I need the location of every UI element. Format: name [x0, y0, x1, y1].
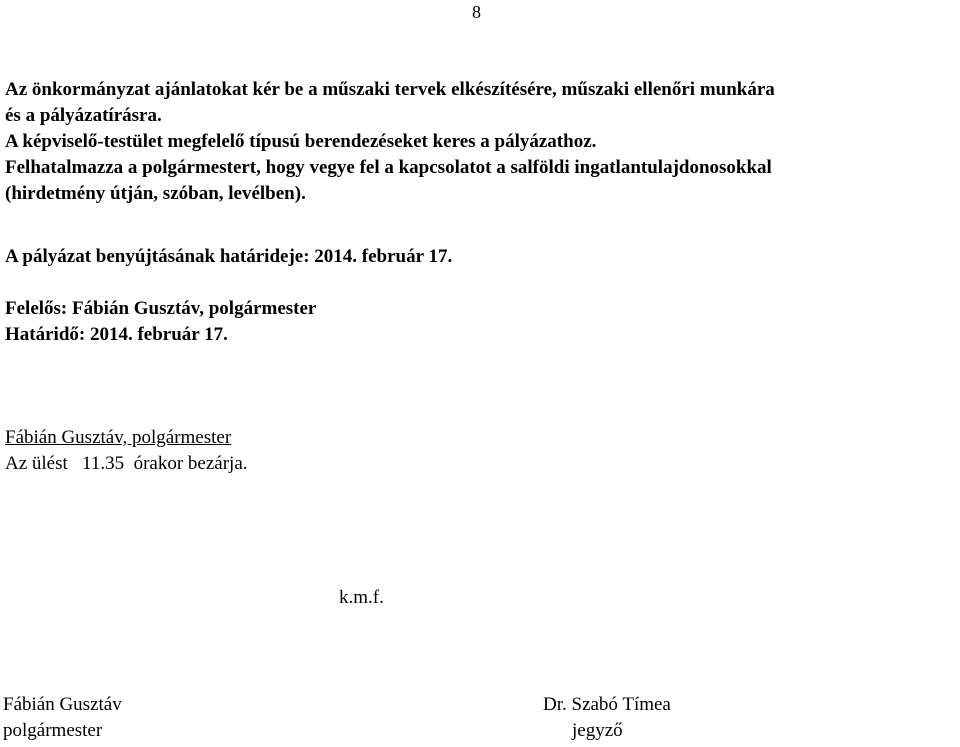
- resolution-line-4: Felhatalmazza a polgármestert, hogy vegye fel a kapcsolatot a salföldi ingatlantulajdonosokkal: [5, 157, 772, 178]
- signature-left: [3, 692, 122, 744]
- responsible-line: Felelős: Fábián Gusztáv, polgármester: [5, 298, 317, 319]
- closing-statement: Az ülést 11.35 órakor bezárja.: [5, 453, 248, 474]
- deadline-text: A pályázat benyújtásának határideje: 2014. február 17.: [5, 246, 453, 267]
- kmf-mark: k.m.f.: [339, 587, 384, 608]
- page-number: 8: [472, 2, 481, 22]
- resolution-line-5: (hirdetmény útján, szóban, levélben).: [5, 183, 306, 204]
- responsibility-block: [5, 296, 955, 348]
- submission-deadline: [5, 244, 955, 270]
- closing-block: [5, 425, 248, 477]
- mayor-name: Fábián Gusztáv: [3, 694, 122, 715]
- chair-name: Fábián Gusztáv, polgármester: [5, 427, 232, 448]
- signature-right: [543, 692, 671, 744]
- resolution-line-1: Az önkormányzat ajánlatokat kér be a műszaki tervek elkészítésére, műszaki ellenőri munkára: [5, 79, 775, 100]
- resolution-line-3: A képviselő-testület megfelelő típusú berendezéseket keres a pályázathoz.: [5, 131, 597, 152]
- resolution-paragraph: [5, 77, 955, 207]
- due-date-line: Határidő: 2014. február 17.: [5, 324, 228, 345]
- mayor-title: polgármester: [3, 720, 103, 741]
- resolution-line-2: és a pályázatírásra.: [5, 105, 162, 126]
- notary-name: Dr. Szabó Tímea: [543, 694, 671, 715]
- notary-title: jegyző: [572, 720, 623, 741]
